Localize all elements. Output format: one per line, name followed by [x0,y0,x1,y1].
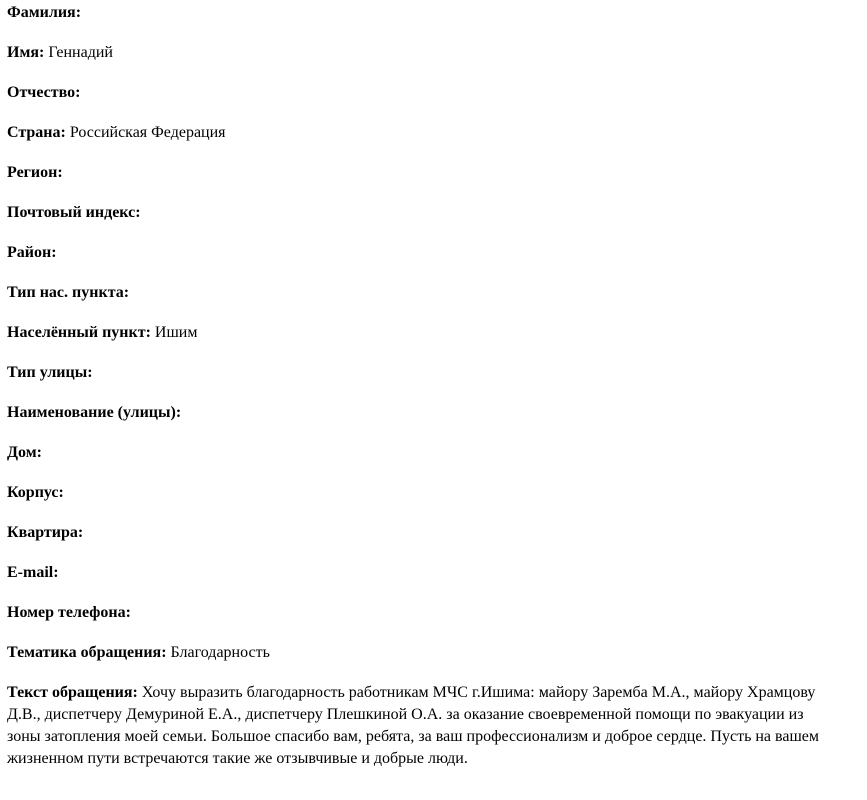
field-district [7,242,859,263]
fields-list [7,2,859,663]
field-label-region: Регион: [7,164,63,181]
field-label-patronymic: Отчество: [7,84,81,101]
field-label-topic: Тематика обращения: [7,644,167,661]
field-label-country: Страна: [7,124,66,141]
field-surname [7,2,859,23]
field-value-country: Российская Федерация [69,124,226,141]
field-country [7,122,859,143]
field-phone [7,602,859,623]
field-label-district: Район: [7,244,57,261]
field-label-settlement-type: Тип нас. пункта: [7,284,130,301]
message-text: Хочу выразить благодарность работникам МЧС г.Ишима: майору Заремба М.А., майору Храмцову Д.В., диспетчеру Демуриной Е.А., диспетчеру Плешкиной О.А. за оказание своевременной помощи по эвакуации из зоны затопления моей семьи. Большое спасибо вам, ребята, за ваш профессионализм и доброе сердце. Пусть на вашем жизненном пути встречаются такие же отзывчивые и добрые люди. [7,684,820,767]
message-field [7,682,839,770]
field-label-apartment: Квартира: [7,524,84,541]
field-street-name [7,402,859,423]
field-email [7,562,859,583]
field-region [7,162,859,183]
field-label-phone: Номер телефона: [7,604,131,621]
field-label-street-name: Наименование (улицы): [7,404,182,421]
field-settlement [7,322,859,343]
field-apartment [7,522,859,543]
field-settlement-type [7,282,859,303]
field-label-street-type: Тип улицы: [7,364,93,381]
field-label-name: Имя: [7,44,45,61]
field-label-house: Дом: [7,444,42,461]
field-value-name: Геннадий [48,44,113,61]
field-street-type [7,362,859,383]
field-name [7,42,859,63]
field-label-postal-code: Почтовый индекс: [7,204,141,221]
field-label-surname: Фамилия: [7,4,82,21]
field-label-building: Корпус: [7,484,64,501]
field-label-email: E-mail: [7,564,59,581]
field-house [7,442,859,463]
field-label-settlement: Населённый пункт: [7,324,151,341]
field-postal-code [7,202,859,223]
message-label: Текст обращения: [7,684,138,701]
field-value-topic: Благодарность [170,644,270,661]
field-value-settlement: Ишим [154,324,198,341]
field-building [7,482,859,503]
field-patronymic [7,82,859,103]
field-topic [7,642,859,663]
